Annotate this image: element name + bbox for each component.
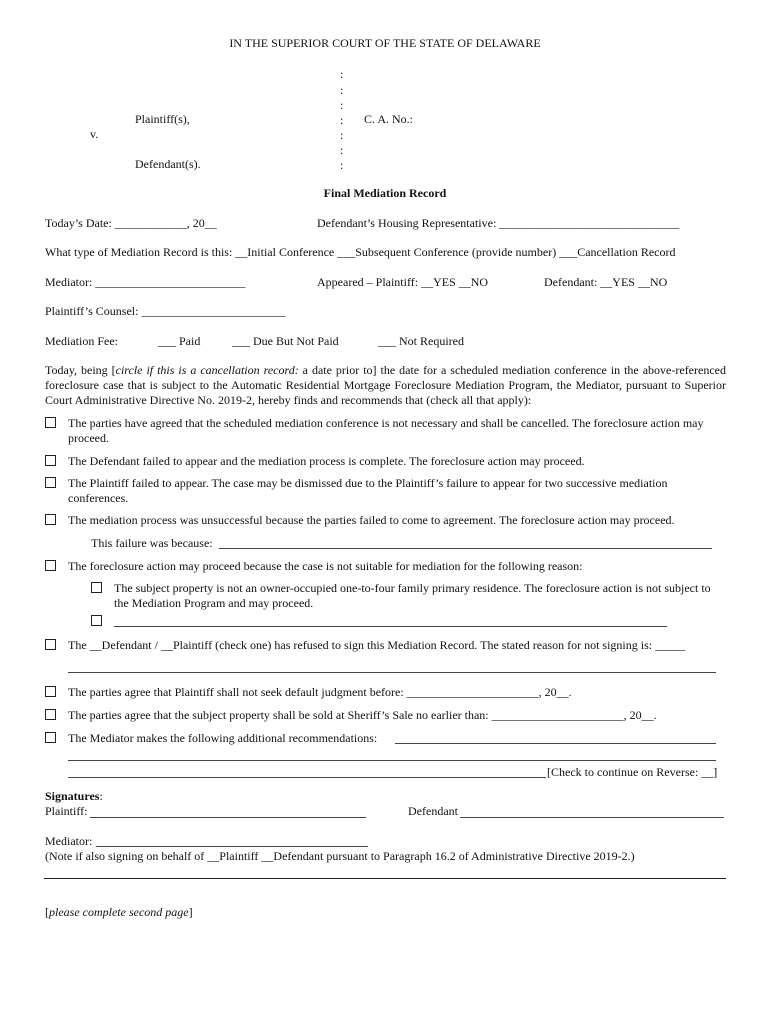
signatures-colon: : [99,789,103,803]
todays-date-field[interactable]: Today’s Date: ____________, 20__ [45,216,217,230]
footer-bracket-close: ] [188,905,193,919]
recommendations-line[interactable] [395,743,716,744]
mediator-signature-line[interactable] [96,846,368,847]
finding-not-suitable: The foreclosure action may proceed because the case is not suitable for mediation for the following reason: [68,559,583,573]
recommendations-line[interactable] [68,777,546,778]
finding-sheriffs-sale: The parties agree that the subject property shall be sold at Sheriff’s Sale no earlier than: ______________________, 20__. [68,708,657,722]
signatures-heading [45,789,103,804]
checkbox-defendant-failed[interactable] [45,455,56,466]
mediation-fee-label: Mediation Fee: [45,334,118,348]
checkbox-agreed-cancel[interactable] [45,417,56,428]
continue-on-reverse-note[interactable]: [Check to continue on Reverse: __] [547,765,718,779]
defendant-caption-label: Defendant(s). [135,157,201,171]
plaintiff-appeared-field[interactable]: Appeared – Plaintiff: __YES __NO [317,275,489,289]
defendant-signature-line[interactable] [460,817,724,818]
second-page-note [45,905,193,920]
checkbox-not-suitable[interactable] [45,560,56,571]
fee-paid-option[interactable]: ___ Paid [158,334,201,348]
intro-text-start: Today, being [ [45,363,116,377]
mediator-signing-note[interactable]: (Note if also signing on behalf of __Plaintiff __Defendant pursuant to Paragraph 16.2 of Administrative Directive 2019-2.) [45,849,635,863]
plaintiff-caption-label: Plaintiff(s), [135,112,190,126]
court-title: IN THE SUPERIOR COURT OF THE STATE OF DELAWARE [229,36,541,50]
finding-unsuccessful: The mediation process was unsuccessful because the parties failed to come to agreement. The foreclosure action may proceed. [68,513,675,527]
finding-defendant-failed: The Defendant failed to appear and the mediation process is complete. The foreclosure action may proceed. [68,454,585,468]
finding-refused-sign: The __Defendant / __Plaintiff (check one) has refused to sign this Mediation Record. The stated reason for not signing is: _____ [68,638,686,652]
intro-italic-note: circle if this is a cancellation record: [115,363,299,377]
case-number-label: C. A. No.: [364,112,414,126]
plaintiffs-counsel-field[interactable]: Plaintiff’s Counsel: ________________________ [45,304,286,318]
fee-not-required-option[interactable]: ___ Not Required [378,334,464,348]
housing-representative-field[interactable]: Defendant’s Housing Representative: ______________________________ [317,216,680,230]
caption-colon: : [340,83,344,97]
caption-colon: : [340,143,344,157]
defendant-signature-label: Defendant [408,804,458,818]
caption-colon: : [340,98,344,112]
form-title: Final Mediation Record [323,186,447,200]
plaintiff-signature-label: Plaintiff: [45,804,88,818]
versus-label: v. [90,127,99,141]
section-divider [44,878,726,879]
checkbox-not-owner-occupied[interactable] [91,582,102,593]
signatures-heading-text: Signatures [45,789,100,803]
mediator-field[interactable]: Mediator: _________________________ [45,275,246,289]
plaintiff-signature-line[interactable] [90,817,366,818]
footer-note-text: please complete second page [49,905,189,919]
mediation-record-type-row[interactable]: What type of Mediation Record is this: __Initial Conference ___Subsequent Conference (provide number) ___Cancellation Record [45,245,676,259]
subreason-not-owner-occupied: The subject property is not an owner-occupied one-to-four family primary residence. The foreclosure action is not subject to the Mediation Program and may proceed. [114,581,711,610]
finding-agreed-cancel: The parties have agreed that the scheduled mediation conference is not necessary and shall be cancelled. The foreclosure action may proceed. [68,416,704,445]
other-reason-line[interactable] [114,626,667,627]
checkbox-recommendations[interactable] [45,732,56,743]
checkbox-no-default-judgment[interactable] [45,686,56,697]
caption-colon: : [340,67,344,81]
fee-due-option[interactable]: ___ Due But Not Paid [232,334,339,348]
caption-colon: : [340,128,344,142]
finding-recommendations: The Mediator makes the following additional recommendations: [68,731,378,745]
failure-reason-line[interactable] [219,548,712,549]
checkbox-unsuccessful[interactable] [45,514,56,525]
recommendations-line[interactable] [68,760,716,761]
checkbox-refused-sign[interactable] [45,639,56,650]
caption-colon: : [340,158,344,172]
findings-intro-paragraph [45,363,726,408]
refusal-reason-line[interactable] [68,672,716,673]
checkbox-plaintiff-failed[interactable] [45,477,56,488]
defendant-appeared-field[interactable]: Defendant: __YES __NO [544,275,668,289]
finding-no-default-judgment: The parties agree that Plaintiff shall not seek default judgment before: ______________________, 20__. [68,685,572,699]
checkbox-other-reason[interactable] [91,615,102,626]
caption-colon: : [340,113,344,127]
failure-reason-label: This failure was because: [91,536,213,550]
mediator-signature-label: Mediator: [45,834,93,848]
finding-plaintiff-failed: The Plaintiff failed to appear. The case may be dismissed due to the Plaintiff’s failure to appear for two successive mediation conferences. [68,476,668,505]
checkbox-sheriffs-sale[interactable] [45,709,56,720]
intro-text-rest: a date prior to] the date for a scheduled mediation conference in the above-referenced foreclosure case that is subject to the Automatic Residential Mortgage Foreclosure Mediation Program, the Mediator, pursuant to Superior Court Administrative Directive No. 2019-2, hereby finds and recommends that (check all that apply): [45,363,726,407]
footer-bracket-open: [ [45,905,49,919]
